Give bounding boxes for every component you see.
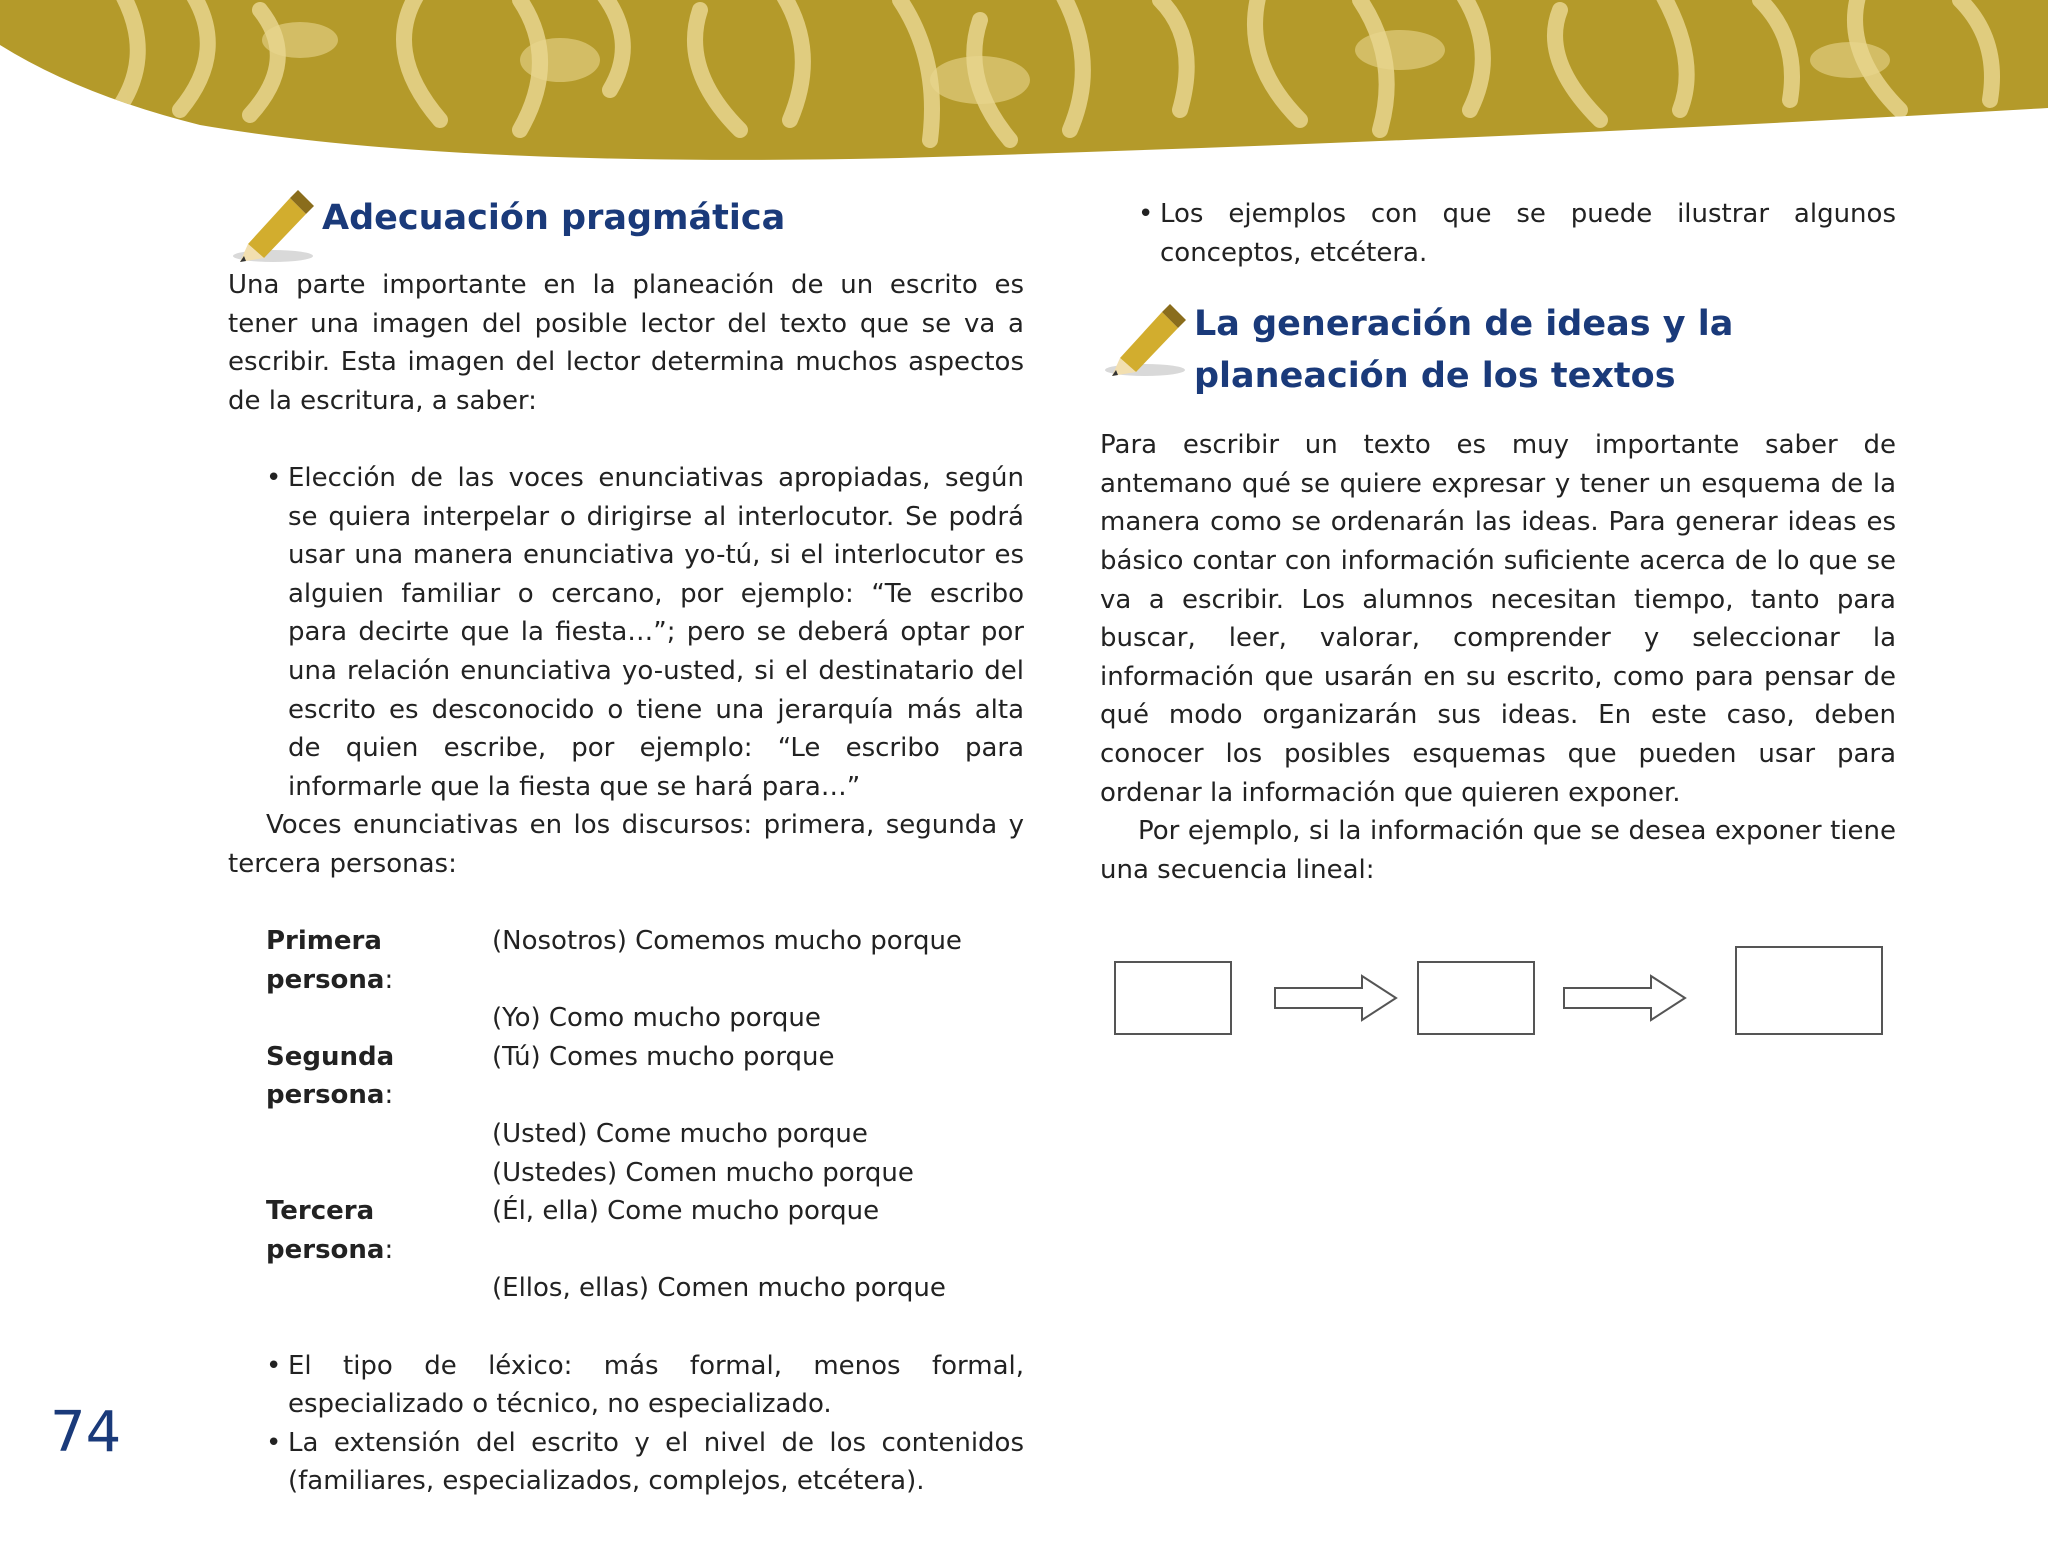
page-number: 74	[50, 1400, 122, 1465]
person-example: (Nosotros) Comemos mucho porque	[492, 926, 962, 957]
person-example: (Yo) Como mucho porque	[492, 1003, 821, 1034]
diagram-box	[1418, 962, 1534, 1034]
diagram-box	[1736, 947, 1882, 1034]
pencil-icon	[1100, 300, 1190, 380]
section-heading-generacion	[1100, 298, 1896, 404]
person-label-second: Segunda persona:	[266, 1041, 395, 1111]
persons-table	[228, 922, 1024, 1308]
right-arrow-icon	[1564, 976, 1685, 1020]
pencil-icon	[228, 186, 318, 266]
bullet-list-b	[228, 1347, 1024, 1501]
bullet-list-a	[228, 459, 1024, 806]
list-item: • El tipo de léxico: más formal, menos formal, especializado o técnico, no especializado.	[228, 1347, 1024, 1424]
left-column	[228, 180, 1024, 1501]
body-paragraph: Para escribir un texto es muy importante saber de antemano qué se quiere expresar y tener un esquema de la manera como se ordenarán las ideas. Para generar ideas es básico contar con información suficiente acerca de lo que se va a escribir. Los alumnos necesitan tiempo, tanto para buscar, leer, valorar, comprender y seleccionar la información que usarán en su escrito, como para pensar de qué modo organizarán sus ideas. En este caso, deben conocer los posibles esquemas que pueden usar para ordenar la información que quieren exponer.	[1100, 430, 1896, 808]
list-item: • Elección de las voces enunciativas apropiadas, según se quiera interpelar o dirigirse al interlocutor. Se podrá usar una manera enunciativa yo-tú, si el interlocutor es alguien familiar o cercano, por ejemplo: “Te escribo para decirte que la fiesta…”; pero se deberá optar por una relación enunciativa yo-usted, si el destinatario del escrito es desconocido o tiene una jerarquía más alta de quien escribe, por ejemplo: “Le escribo para informarle que la fiesta que se hará para…”	[228, 459, 1024, 806]
person-example: (Usted) Come mucho porque	[492, 1119, 868, 1150]
bullet-list-top	[1100, 195, 1896, 272]
person-example: (Ustedes) Comen mucho porque	[492, 1157, 914, 1188]
person-label-first: Primera persona:	[266, 926, 394, 995]
heading-text-line: planeación de los textos	[1194, 356, 1676, 397]
heading-text-line: La generación de ideas y la	[1194, 304, 1734, 345]
list-item: • Los ejemplos con que se puede ilustrar algunos conceptos, etcétera.	[1100, 195, 1896, 272]
voices-intro-paragraph: Voces enunciativas en los discursos: primera, segunda y tercera personas:	[228, 810, 1024, 879]
person-example: (Él, ella) Come mucho porque	[492, 1196, 880, 1227]
body-paragraph: Por ejemplo, si la información que se desea exponer tiene una secuencia lineal:	[1100, 816, 1896, 885]
person-example: (Ellos, ellas) Comen mucho porque	[492, 1273, 946, 1304]
person-label-third: Tercera persona:	[266, 1196, 394, 1265]
heading-text: Adecuación pragmática	[322, 198, 786, 238]
section-heading-adecuacion	[228, 180, 1024, 266]
diagram-box	[1115, 962, 1231, 1034]
list-item: • La extensión del escrito y el nivel de los contenidos (familiares, especializados, complejos, etcétera).	[228, 1424, 1024, 1501]
linear-sequence-diagram	[1100, 930, 1900, 1050]
person-example: (Tú) Comes mucho porque	[492, 1041, 835, 1072]
right-column	[1100, 195, 1896, 889]
header-banner	[0, 0, 2048, 175]
intro-paragraph: Una parte importante en la planeación de un escrito es tener una imagen del posible lector del texto que se va a escribir. Esta imagen del lector determina muchos aspectos de la escritura, a saber:	[228, 270, 1024, 416]
right-arrow-icon	[1275, 976, 1396, 1020]
